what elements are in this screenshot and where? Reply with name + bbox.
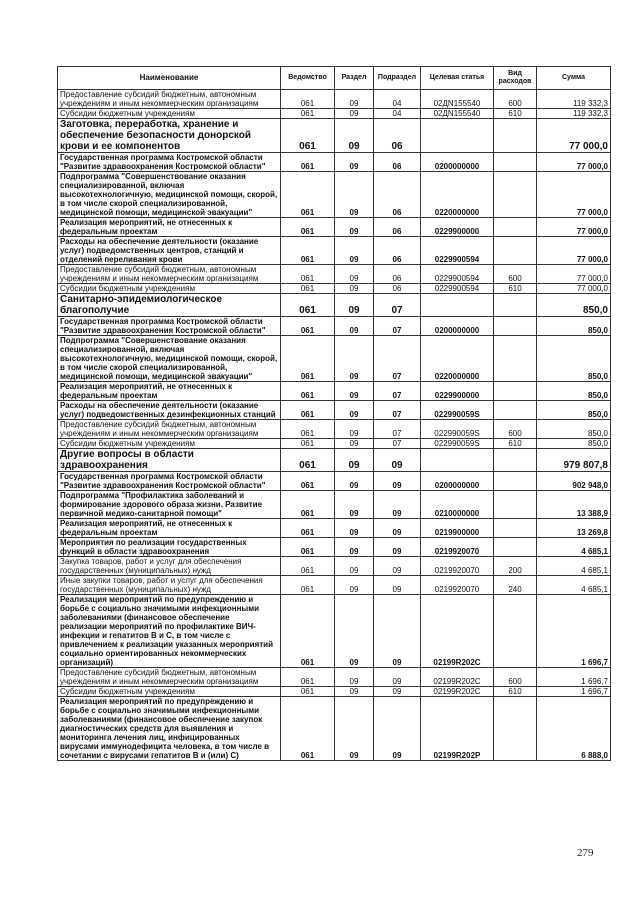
row-expense: 610 xyxy=(494,109,537,119)
row-expense xyxy=(494,519,537,538)
table-row xyxy=(58,420,611,439)
row-name: Реализация мероприятий по предупреждению и борьбе с социально значимыми инфекционными заболеваниями (финансовое обеспечение реализации мероприятий по профилактике ВИЧ-инфекции и гепатитов В и С, в том числе с привлечением к реализации указанных мероприятий социально ориентированных некоммерческих организаций) xyxy=(58,595,281,668)
row-expense: 610 xyxy=(494,687,537,697)
row-sum: 4 685,1 xyxy=(537,538,611,557)
row-name: Мероприятия по реализации государственных функций в области здравоохранения xyxy=(58,538,281,557)
table-row xyxy=(58,491,611,519)
table-row xyxy=(58,668,611,687)
row-expense: 600 xyxy=(494,90,537,109)
row-subsection: 07 xyxy=(374,317,421,336)
row-expense xyxy=(494,472,537,491)
row-expense: 610 xyxy=(494,284,537,294)
table-row xyxy=(58,687,611,697)
row-section: 09 xyxy=(335,439,374,449)
table-row xyxy=(58,382,611,401)
row-dept: 061 xyxy=(281,382,335,401)
table-row xyxy=(58,265,611,284)
row-subsection: 07 xyxy=(374,401,421,420)
row-dept: 061 xyxy=(281,449,335,472)
row-dept: 061 xyxy=(281,153,335,172)
row-target: 0229900000 xyxy=(421,382,494,401)
row-subsection: 09 xyxy=(374,687,421,697)
row-expense xyxy=(494,218,537,237)
row-expense: 600 xyxy=(494,668,537,687)
row-target: 0200000000 xyxy=(421,153,494,172)
budget-table xyxy=(57,66,611,761)
table-row xyxy=(58,172,611,218)
table-header xyxy=(58,67,611,90)
row-sum: 77 000,0 xyxy=(537,218,611,237)
table-row xyxy=(58,294,611,317)
row-section: 09 xyxy=(335,576,374,595)
row-subsection: 06 xyxy=(374,218,421,237)
row-name: Государственная программа Костромской области "Развитие здравоохранения Костромской области" xyxy=(58,317,281,336)
row-target: 02ДN155540 xyxy=(421,109,494,119)
row-section: 09 xyxy=(335,420,374,439)
row-name: Государственная программа Костромской области "Развитие здравоохранения Костромской области" xyxy=(58,472,281,491)
row-name: Иные закупки товаров, работ и услуг для обеспечения государственных (муниципальных) нужд xyxy=(58,576,281,595)
row-dept: 061 xyxy=(281,697,335,761)
row-dept: 061 xyxy=(281,218,335,237)
row-sum: 902 948,0 xyxy=(537,472,611,491)
row-section: 09 xyxy=(335,472,374,491)
row-target: 0219920070 xyxy=(421,557,494,576)
row-sum: 119 332,3 xyxy=(537,90,611,109)
row-subsection: 06 xyxy=(374,119,421,153)
row-dept: 061 xyxy=(281,439,335,449)
row-target: 0229900000 xyxy=(421,218,494,237)
row-sum: 13 388,9 xyxy=(537,491,611,519)
row-sum: 850,0 xyxy=(537,439,611,449)
table-row xyxy=(58,595,611,668)
row-subsection: 07 xyxy=(374,382,421,401)
row-name: Предоставление субсидий бюджетным, автономным учреждениям и иным некоммерческим организациям xyxy=(58,265,281,284)
row-expense xyxy=(494,172,537,218)
row-section: 09 xyxy=(335,109,374,119)
row-name: Другие вопросы в области здравоохранения xyxy=(58,449,281,472)
row-dept: 061 xyxy=(281,491,335,519)
row-section: 09 xyxy=(335,172,374,218)
row-subsection: 04 xyxy=(374,109,421,119)
table-row xyxy=(58,401,611,420)
row-name: Подпрограмма "Профилактика заболеваний и формирование здорового образа жизни. Развитие первичной медико-санитарной помощи" xyxy=(58,491,281,519)
row-subsection: 07 xyxy=(374,336,421,382)
row-sum: 850,0 xyxy=(537,401,611,420)
table-row xyxy=(58,109,611,119)
row-subsection: 06 xyxy=(374,172,421,218)
row-expense xyxy=(494,119,537,153)
row-name: Предоставление субсидий бюджетным, автономным учреждениям и иным некоммерческим организациям xyxy=(58,90,281,109)
row-name: Реализация мероприятий, не отнесенных к федеральным проектам xyxy=(58,218,281,237)
row-dept: 061 xyxy=(281,472,335,491)
row-name: Подпрограмма "Совершенствование оказания специализированной, включая высокотехнологичную, медицинской помощи, скорой, в том числе скорой специализированной, медицинской помощи, медицинской эвакуации" xyxy=(58,336,281,382)
row-section: 09 xyxy=(335,284,374,294)
row-dept: 061 xyxy=(281,576,335,595)
row-expense xyxy=(494,595,537,668)
row-dept: 061 xyxy=(281,90,335,109)
row-name: Расходы на обеспечение деятельности (оказание услуг) подведомственных центров, станций и отделений переливания крови xyxy=(58,237,281,265)
row-expense xyxy=(494,317,537,336)
row-sum: 1 696,7 xyxy=(537,687,611,697)
row-target: 022990059S xyxy=(421,401,494,420)
row-subsection: 09 xyxy=(374,449,421,472)
row-expense xyxy=(494,449,537,472)
row-section: 09 xyxy=(335,317,374,336)
row-sum: 77 000,0 xyxy=(537,119,611,153)
row-expense xyxy=(494,237,537,265)
row-dept: 061 xyxy=(281,595,335,668)
row-subsection: 09 xyxy=(374,668,421,687)
row-sum: 850,0 xyxy=(537,420,611,439)
row-subsection: 09 xyxy=(374,538,421,557)
table-row xyxy=(58,449,611,472)
row-subsection: 07 xyxy=(374,420,421,439)
row-section: 09 xyxy=(335,519,374,538)
row-sum: 77 000,0 xyxy=(537,265,611,284)
row-dept: 061 xyxy=(281,538,335,557)
row-expense xyxy=(494,401,537,420)
header-sum: Сумма xyxy=(537,67,611,90)
row-target xyxy=(421,119,494,153)
row-subsection: 07 xyxy=(374,294,421,317)
row-target: 0219900000 xyxy=(421,519,494,538)
row-dept: 061 xyxy=(281,336,335,382)
row-dept: 061 xyxy=(281,401,335,420)
row-target: 022990059S xyxy=(421,439,494,449)
row-name: Расходы на обеспечение деятельности (оказание услуг) подведомственных дезинфекционных станций xyxy=(58,401,281,420)
row-expense xyxy=(494,153,537,172)
row-section: 09 xyxy=(335,294,374,317)
row-name: Государственная программа Костромской области "Развитие здравоохранения Костромской области" xyxy=(58,153,281,172)
row-expense: 600 xyxy=(494,265,537,284)
row-name: Реализация мероприятий по предупреждению и борьбе с социально значимыми инфекционными заболеваниями (финансовое обеспечение закупок диагностических средств для выявления и мониторинга лечения лиц, инфицированных вирусами иммунодефицита человека, в том числе в сочетании с вирусами гепатитов В и (или) С) xyxy=(58,697,281,761)
row-target: 02ДN155540 xyxy=(421,90,494,109)
row-target: 0200000000 xyxy=(421,472,494,491)
row-subsection: 06 xyxy=(374,153,421,172)
row-subsection: 07 xyxy=(374,439,421,449)
page-number: 279 xyxy=(577,847,594,859)
row-dept: 061 xyxy=(281,237,335,265)
row-subsection: 06 xyxy=(374,237,421,265)
row-name: Субсидии бюджетным учреждениям xyxy=(58,109,281,119)
row-sum: 77 000,0 xyxy=(537,284,611,294)
row-expense: 610 xyxy=(494,439,537,449)
row-name: Предоставление субсидий бюджетным, автономным учреждениям и иным некоммерческим организациям xyxy=(58,668,281,687)
table-row xyxy=(58,697,611,761)
row-section: 09 xyxy=(335,595,374,668)
row-name: Санитарно-эпидемиологическое благополучие xyxy=(58,294,281,317)
row-section: 09 xyxy=(335,218,374,237)
row-sum: 850,0 xyxy=(537,294,611,317)
row-dept: 061 xyxy=(281,317,335,336)
row-dept: 061 xyxy=(281,668,335,687)
row-dept: 061 xyxy=(281,172,335,218)
row-name: Субсидии бюджетным учреждениям xyxy=(58,687,281,697)
row-sum: 4 685,1 xyxy=(537,576,611,595)
row-subsection: 06 xyxy=(374,265,421,284)
row-sum: 77 000,0 xyxy=(537,237,611,265)
row-dept: 061 xyxy=(281,557,335,576)
row-dept: 061 xyxy=(281,284,335,294)
row-target: 02199R202C xyxy=(421,668,494,687)
row-target xyxy=(421,449,494,472)
row-target: 02199R202P xyxy=(421,697,494,761)
row-target xyxy=(421,294,494,317)
table-row xyxy=(58,538,611,557)
row-sum: 979 807,8 xyxy=(537,449,611,472)
table-row xyxy=(58,439,611,449)
row-section: 09 xyxy=(335,449,374,472)
row-dept: 061 xyxy=(281,109,335,119)
row-expense: 240 xyxy=(494,576,537,595)
row-section: 09 xyxy=(335,668,374,687)
row-section: 09 xyxy=(335,119,374,153)
row-expense xyxy=(494,697,537,761)
row-name: Предоставление субсидий бюджетным, автономным учреждениям и иным некоммерческим организациям xyxy=(58,420,281,439)
row-expense xyxy=(494,491,537,519)
row-subsection: 09 xyxy=(374,491,421,519)
row-section: 09 xyxy=(335,382,374,401)
row-subsection: 09 xyxy=(374,557,421,576)
row-dept: 061 xyxy=(281,265,335,284)
row-section: 09 xyxy=(335,265,374,284)
row-section: 09 xyxy=(335,237,374,265)
row-sum: 4 685,1 xyxy=(537,557,611,576)
table-row xyxy=(58,218,611,237)
table-row xyxy=(58,519,611,538)
row-target: 0220000000 xyxy=(421,336,494,382)
row-subsection: 04 xyxy=(374,90,421,109)
row-expense xyxy=(494,294,537,317)
row-target: 02199R202C xyxy=(421,687,494,697)
row-target: 0219920070 xyxy=(421,538,494,557)
row-section: 09 xyxy=(335,491,374,519)
row-subsection: 06 xyxy=(374,284,421,294)
row-subsection: 09 xyxy=(374,519,421,538)
row-name: Субсидии бюджетным учреждениям xyxy=(58,284,281,294)
table-row xyxy=(58,576,611,595)
row-sum: 119 332,3 xyxy=(537,109,611,119)
table-row xyxy=(58,237,611,265)
header-expense: Вид расходов xyxy=(494,67,537,90)
row-section: 09 xyxy=(335,557,374,576)
row-target: 0229900594 xyxy=(421,237,494,265)
row-section: 09 xyxy=(335,697,374,761)
row-sum: 850,0 xyxy=(537,317,611,336)
table-row xyxy=(58,472,611,491)
row-subsection: 09 xyxy=(374,472,421,491)
header-subsection: Подраздел xyxy=(374,67,421,90)
row-dept: 061 xyxy=(281,519,335,538)
row-section: 09 xyxy=(335,90,374,109)
table-row xyxy=(58,336,611,382)
row-name: Закупка товаров, работ и услуг для обеспечения государственных (муниципальных) нужд xyxy=(58,557,281,576)
table-row xyxy=(58,284,611,294)
row-target: 0229900594 xyxy=(421,284,494,294)
table-row xyxy=(58,119,611,153)
row-target: 0210000000 xyxy=(421,491,494,519)
row-target: 0220000000 xyxy=(421,172,494,218)
row-sum: 6 888,0 xyxy=(537,697,611,761)
row-expense: 600 xyxy=(494,420,537,439)
row-subsection: 09 xyxy=(374,595,421,668)
row-target: 0229900594 xyxy=(421,265,494,284)
row-sum: 13 269,8 xyxy=(537,519,611,538)
row-sum: 1 696,7 xyxy=(537,668,611,687)
row-section: 09 xyxy=(335,153,374,172)
row-target: 022990059S xyxy=(421,420,494,439)
row-subsection: 09 xyxy=(374,697,421,761)
row-section: 09 xyxy=(335,538,374,557)
row-sum: 850,0 xyxy=(537,382,611,401)
row-name: Подпрограмма "Совершенствование оказания специализированной, включая высокотехнологичную, медицинской помощи, скорой, в том числе скорой специализированной, медицинской помощи, медицинской эвакуации" xyxy=(58,172,281,218)
row-expense xyxy=(494,382,537,401)
row-expense xyxy=(494,538,537,557)
header-dept: Ведомство xyxy=(281,67,335,90)
row-dept: 061 xyxy=(281,119,335,153)
row-sum: 77 000,0 xyxy=(537,153,611,172)
row-name: Реализация мероприятий, не отнесенных к федеральным проектам xyxy=(58,519,281,538)
row-dept: 061 xyxy=(281,420,335,439)
row-dept: 061 xyxy=(281,687,335,697)
header-target: Целевая статья xyxy=(421,67,494,90)
row-target: 0200000000 xyxy=(421,317,494,336)
table-row xyxy=(58,90,611,109)
table-row xyxy=(58,317,611,336)
row-name: Реализация мероприятий, не отнесенных к федеральным проектам xyxy=(58,382,281,401)
table-row xyxy=(58,153,611,172)
row-section: 09 xyxy=(335,687,374,697)
row-target: 0219920070 xyxy=(421,576,494,595)
row-sum: 850,0 xyxy=(537,336,611,382)
row-dept: 061 xyxy=(281,294,335,317)
row-expense xyxy=(494,336,537,382)
row-name: Заготовка, переработка, хранение и обеспечение безопасности донорской крови и ее компонентов xyxy=(58,119,281,153)
table-row xyxy=(58,557,611,576)
row-target: 02199R202C xyxy=(421,595,494,668)
header-section: Раздел xyxy=(335,67,374,90)
row-section: 09 xyxy=(335,401,374,420)
row-expense: 200 xyxy=(494,557,537,576)
row-sum: 77 000,0 xyxy=(537,172,611,218)
row-section: 09 xyxy=(335,336,374,382)
row-subsection: 09 xyxy=(374,576,421,595)
row-name: Субсидии бюджетным учреждениям xyxy=(58,439,281,449)
header-name: Наименование xyxy=(58,67,281,90)
row-sum: 1 696,7 xyxy=(537,595,611,668)
